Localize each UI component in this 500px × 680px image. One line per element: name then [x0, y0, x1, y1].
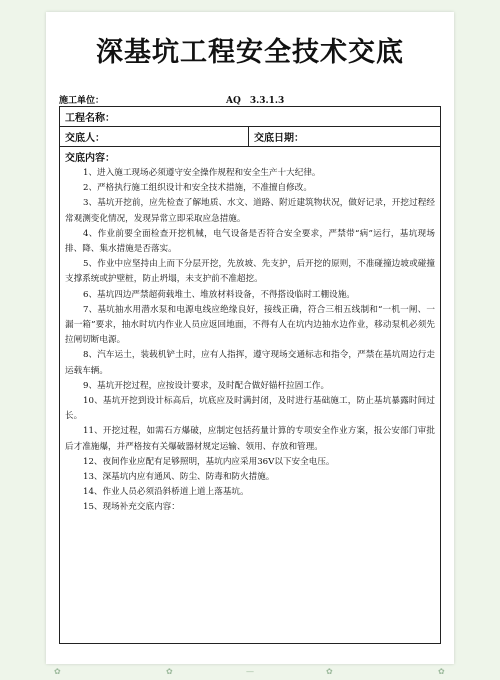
divider-icon: —: [246, 667, 254, 676]
decorative-footer: [46, 664, 454, 680]
construction-unit-label: 施工单位：: [59, 96, 105, 106]
content-item: 2、严格执行施工组织设计和安全技术措施，不准擅自修改。: [83, 183, 312, 194]
content-item: 3、基坑开挖前，应先检查了解地质、水文、道路、附近建筑物状况，做好记录，开挖过程经常观测变化情况，发现异常立即采取应急措施。: [65, 198, 435, 224]
content-item: 13、深基坑内应有通风、防尘、防毒和防火措施。: [83, 472, 275, 483]
disclosure-content-label: 交底内容：: [65, 153, 115, 164]
disclosure-date-label: 交底日期：: [254, 133, 304, 144]
content-item: 1、进入施工现场必须遵守安全操作规程和安全生产十大纪律。: [83, 168, 321, 178]
content-item: 6、基坑四边严禁超荷载堆土、堆放材料设备，不得搭设临时工棚设施。: [83, 289, 355, 300]
document-page: [46, 12, 454, 664]
discloser-cell: [60, 127, 249, 147]
document-title: 深基坑工程安全技术交底: [96, 37, 404, 68]
content-item: 11、开挖过程，如需石方爆破，应制定包括药量计算的专项安全作业方案，报公安部门审批后才准施爆，并严格按有关爆破器材规定运输、领用、存放和管理。: [65, 426, 435, 452]
discloser-label: 交底人：: [65, 133, 105, 144]
content-item: 9、基坑开挖过程，应按设计要求，及时配合做好锚杆拉固工作。: [83, 380, 330, 391]
disclosure-date-cell: [249, 127, 441, 147]
project-name-label: 工程名称：: [65, 113, 115, 124]
sprout-icon: ✿: [54, 667, 61, 676]
content-item: 12、夜间作业应配有足够照明，基坑内应采用36V以下安全电压。: [83, 456, 335, 467]
sprout-icon: ✿: [166, 667, 173, 676]
content-item: 8、汽车运土，装载机铲土时，应有人指挥，遵守现场交通标志和指令，严禁在基坑周边行走运载车辆。: [65, 350, 435, 376]
disclosure-content-cell: [60, 147, 441, 644]
sprout-icon: ✿: [438, 667, 445, 676]
disclosure-form-table: [59, 106, 441, 644]
content-item: 14、作业人员必须沿斜桥道上道上落基坑。: [83, 487, 249, 498]
content-item: 5、作业中应坚持由上而下分层开挖，先放坡、先支护，后开挖的原则，不准碰撞边坡或碰撞支撑系统或护壁桩，防止坍塌，未支护前不准超挖。: [65, 259, 435, 285]
content-item: 10、基坑开挖到设计标高后，坑底应及时满封闭，及时进行基础施工，防止基坑暴露时间过长。: [65, 396, 435, 422]
document-code: AQ 3.3.1.3: [226, 96, 285, 106]
content-item: 15、现场补充交底内容：: [83, 502, 180, 513]
sprout-icon: ✿: [326, 667, 333, 676]
content-item: 4、作业前要全面检查开挖机械，电气设备是否符合安全要求，严禁带“病”运行，基坑现场排、降、集水措施是否落实。: [65, 228, 435, 255]
content-item: 7、基坑抽水用潜水泵和电源电线应绝缘良好，接线正确，符合三相五线制和“一机一闸、一漏一箱”要求，抽水时坑内作业人员应返回地面，不得有人在坑内边抽水边作业，移动泵机必须先拉闸切断电源。: [65, 304, 435, 346]
project-name-cell: [60, 107, 441, 127]
